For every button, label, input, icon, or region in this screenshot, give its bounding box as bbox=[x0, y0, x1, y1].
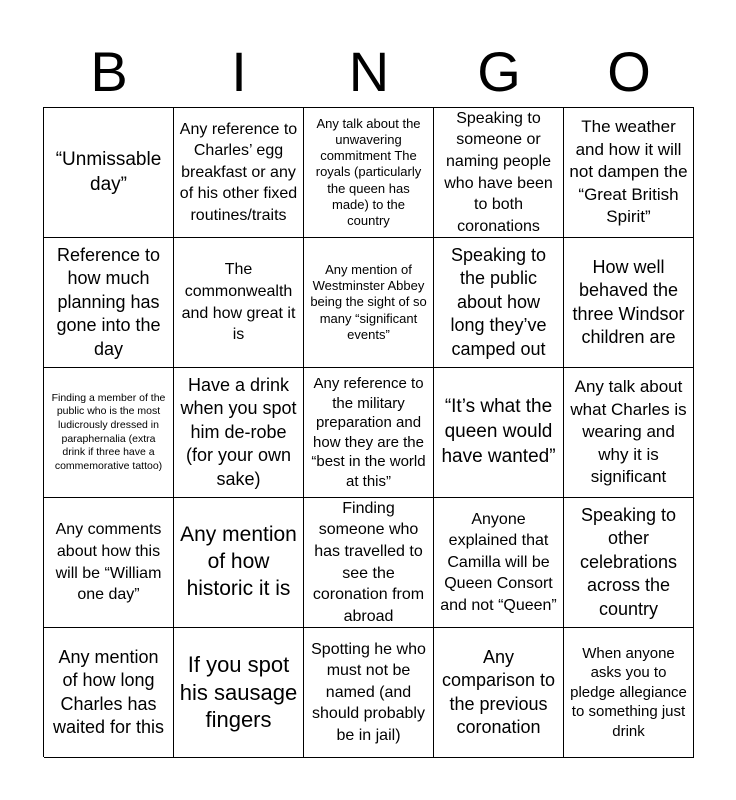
header-letter-n: N bbox=[348, 40, 390, 103]
bingo-cell[interactable] bbox=[44, 108, 174, 238]
cell-text: Any mention of how historic it is bbox=[180, 523, 297, 600]
cell-text: Any reference to Charles’ egg breakfast or any of his other fixed routines/traits bbox=[179, 120, 298, 224]
bingo-cell[interactable] bbox=[434, 368, 564, 498]
cell-text: The weather and how it will not dampen the “Great British Spirit” bbox=[569, 117, 688, 227]
cell-text: Any talk about what Charles is wearing and why it is significant bbox=[570, 377, 687, 487]
cell-text: Spotting he who must not be named (and should probably be in jail) bbox=[311, 640, 426, 744]
cell-text: “It’s what the queen would have wanted” bbox=[441, 396, 556, 467]
cell-text: Any comments about how this will be “William one day” bbox=[55, 521, 162, 604]
header-letter-b: B bbox=[90, 40, 128, 103]
cell-text: Finding someone who has travelled to see the coronation from abroad bbox=[312, 499, 425, 625]
bingo-cell[interactable] bbox=[564, 498, 694, 628]
bingo-grid bbox=[43, 107, 694, 757]
bingo-cell[interactable] bbox=[174, 498, 304, 628]
cell-text: Reference to how much planning has gone into the day bbox=[56, 245, 161, 359]
cell-text: Have a drink when you spot him de-robe (for your own sake) bbox=[180, 375, 297, 489]
bingo-cell[interactable] bbox=[304, 108, 434, 238]
cell-text: Speaking to the public about how long they’ve camped out bbox=[450, 245, 547, 359]
bingo-cell[interactable] bbox=[174, 368, 304, 498]
cell-text: Any comparison to the previous coronation bbox=[441, 646, 556, 737]
cell-text: Speaking to someone or naming people who have been to both coronations bbox=[444, 109, 553, 235]
bingo-cell[interactable] bbox=[174, 628, 304, 758]
bingo-cell[interactable] bbox=[174, 108, 304, 238]
cell-text: Finding a member of the public who is the most ludicrously dressed in paraphernalia (extra drink if three have a commemorative tattoo) bbox=[51, 391, 166, 472]
bingo-cell[interactable] bbox=[304, 498, 434, 628]
bingo-cell[interactable] bbox=[44, 238, 174, 368]
bingo-cell[interactable] bbox=[304, 628, 434, 758]
cell-text: Any reference to the military preparation and how they are the “best in the world at this” bbox=[311, 375, 426, 490]
bingo-cell[interactable] bbox=[434, 108, 564, 238]
cell-text: Any mention of how long Charles has waited for this bbox=[52, 646, 165, 737]
bingo-cell[interactable] bbox=[434, 498, 564, 628]
bingo-cell[interactable] bbox=[304, 238, 434, 368]
bingo-cell[interactable] bbox=[174, 238, 304, 368]
cell-text: When anyone asks you to pledge allegiance to something just drink bbox=[570, 644, 687, 740]
cell-text: Any talk about the unwavering commitment The royals (particularly the queen has made) to the country bbox=[315, 115, 422, 229]
cell-text: Speaking to other celebrations across the country bbox=[579, 505, 678, 619]
cell-text: Any mention of Westminster Abbey being the sight of so many “significant events” bbox=[310, 261, 427, 342]
bingo-cell[interactable] bbox=[434, 628, 564, 758]
bingo-cell[interactable] bbox=[564, 108, 694, 238]
bingo-cell[interactable] bbox=[44, 628, 174, 758]
cell-text: “Unmissable day” bbox=[55, 148, 162, 195]
bingo-cell[interactable] bbox=[44, 498, 174, 628]
cell-text: How well behaved the three Windsor children are bbox=[572, 256, 685, 347]
header-letter-g: G bbox=[477, 40, 521, 103]
bingo-cell[interactable] bbox=[564, 368, 694, 498]
cell-text: If you spot his sausage fingers bbox=[179, 652, 298, 733]
bingo-cell[interactable] bbox=[564, 628, 694, 758]
bingo-cell[interactable] bbox=[44, 368, 174, 498]
header-letter-i: I bbox=[231, 40, 247, 103]
cell-text: The commonwealth and how great it is bbox=[181, 261, 296, 344]
bingo-cell[interactable] bbox=[564, 238, 694, 368]
bingo-header bbox=[44, 38, 694, 106]
bingo-cell[interactable] bbox=[434, 238, 564, 368]
header-letter-o: O bbox=[607, 40, 651, 103]
cell-text: Anyone explained that Camilla will be Queen Consort and not “Queen” bbox=[440, 510, 557, 614]
bingo-cell[interactable] bbox=[304, 368, 434, 498]
